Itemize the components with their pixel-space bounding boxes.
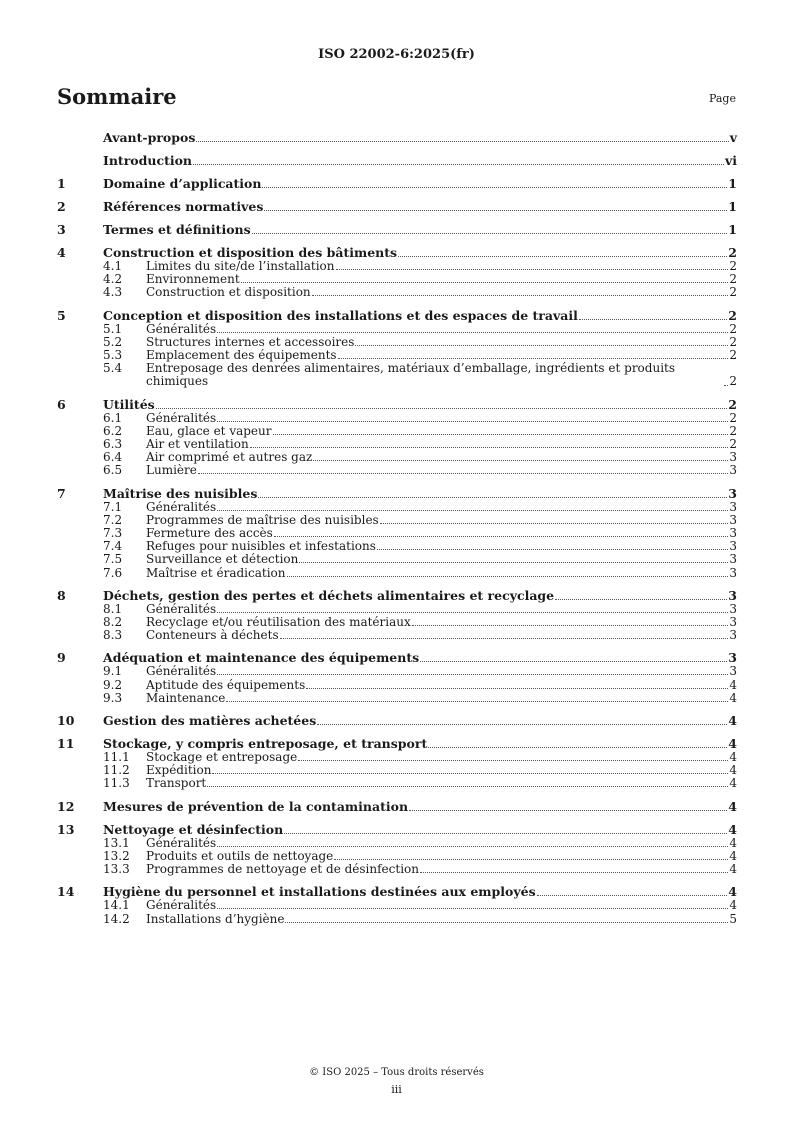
toc-entry-title: Références normatives: [103, 199, 264, 214]
toc-entry-page: 3: [729, 463, 737, 478]
toc-entry-page: 1: [728, 176, 737, 191]
toc-entry-number: 9.3: [103, 690, 123, 705]
toc-subentry[interactable]: [57, 629, 737, 642]
toc-entry[interactable]: [57, 245, 737, 260]
dot-leader: [724, 385, 728, 386]
toc-entry-number: 6.3: [103, 437, 123, 452]
toc-entry-page: 4: [728, 736, 737, 752]
toc-entry-number: 12: [57, 798, 75, 814]
toc-entry-title: Hygiène du personnel et installations destinées aux employés: [103, 884, 536, 900]
toc-entry-number: 14: [57, 884, 75, 900]
toc-entry-title: Gestion des matières achetées: [103, 713, 317, 729]
dot-leader: [250, 447, 729, 448]
toc-entry-title: Stockage, y compris entreposage, et transport: [103, 736, 428, 752]
dot-leader: [409, 810, 727, 811]
toc-entry-number: 11.3: [103, 776, 130, 791]
toc-entry-title: Fermeture des accès: [146, 526, 273, 541]
toc-entry-title: Avant-propos: [103, 130, 196, 145]
dot-leader: [217, 674, 728, 675]
dot-leader: [264, 210, 727, 211]
dot-leader: [198, 473, 729, 474]
dot-leader: [380, 523, 729, 524]
toc-entry-page: 3: [729, 552, 737, 567]
toc-entry-title: Air et ventilation: [146, 437, 249, 452]
toc-entry-number: 9.2: [103, 677, 123, 692]
dot-leader: [420, 872, 728, 873]
toc-section: [57, 245, 737, 300]
toc-entry-title: Refuges pour nuisibles et infestations: [146, 539, 376, 554]
toc-entry-number: 6.4: [103, 450, 123, 465]
document-id: ISO 22002-6:2025(fr): [318, 47, 475, 62]
toc-entry-title: Adéquation et maintenance des équipements: [103, 650, 420, 666]
dot-leader: [428, 747, 727, 748]
toc-entry-number: 1: [57, 176, 66, 191]
toc-entry-number: 13: [57, 821, 75, 837]
dot-leader: [412, 625, 729, 626]
toc-entry-title: Structures internes et accessoires: [146, 334, 355, 349]
dot-leader: [217, 612, 728, 613]
toc-entry-title: Déchets, gestion des pertes et déchets alimentaires et recyclage: [103, 587, 555, 603]
dot-leader: [317, 724, 727, 725]
toc-entry-page: 4: [729, 848, 737, 863]
toc-entry-title: Mesures de prévention de la contamination: [103, 798, 409, 814]
dot-leader: [334, 859, 728, 860]
toc-entry-page: 1: [728, 199, 737, 214]
toc-subentry[interactable]: [57, 692, 737, 705]
dot-leader: [336, 269, 729, 270]
toc-entry-number: 13.3: [103, 862, 130, 877]
toc-entry-number: 13.2: [103, 848, 130, 863]
toc-entry-title: Utilités: [103, 396, 155, 412]
toc-subentry[interactable]: [57, 412, 737, 425]
toc-entry-page: 2: [729, 259, 737, 273]
toc-entry-number: 7.3: [103, 526, 123, 541]
toc-entry-number: 13.1: [103, 835, 130, 850]
toc-subentry[interactable]: [57, 913, 737, 926]
toc-section: [57, 736, 737, 791]
dot-leader: [579, 319, 727, 320]
toc-entry-number: 7.5: [103, 552, 123, 567]
toc-entry[interactable]: [57, 736, 737, 751]
toc-entry-number: 6.2: [103, 423, 123, 438]
toc-subentry[interactable]: [57, 553, 737, 566]
toc-entry-page: 2: [729, 374, 737, 389]
toc-entry-title: Construction et disposition des bâtiments: [103, 245, 398, 260]
toc-entry-page: 1: [728, 222, 737, 237]
dot-leader: [252, 233, 728, 234]
toc-entry[interactable]: [57, 713, 737, 728]
toc-subentry[interactable]: [57, 899, 737, 912]
toc-entry-title: Air comprimé et autres gaz: [146, 450, 313, 465]
toc-entry-title: Maîtrise des nuisibles: [103, 485, 258, 501]
toc-section: [57, 884, 737, 925]
toc-entry-number: 7: [57, 485, 66, 501]
toc-entry-number: 4.2: [103, 272, 123, 287]
toc-entry-number: 8.2: [103, 615, 123, 630]
table-of-contents: [57, 130, 737, 934]
toc-entry-page: 3: [728, 485, 737, 501]
dot-leader: [287, 576, 729, 577]
toc-entry-title: Généralités: [146, 835, 217, 850]
toc-subentry[interactable]: [57, 863, 737, 876]
toc-subentry[interactable]: [57, 286, 737, 299]
toc-entry-page: 2: [729, 437, 737, 452]
toc-entry-page: 4: [729, 763, 737, 778]
toc-entry-title: Transport: [146, 776, 207, 791]
toc-entry-page: 2: [729, 410, 737, 425]
toc-entry-page: 3: [729, 539, 737, 554]
dot-leader: [355, 345, 728, 346]
dot-leader: [217, 846, 728, 847]
toc-entry[interactable]: [57, 130, 737, 145]
toc-entry-title: Construction et disposition: [146, 285, 311, 300]
toc-entry-number: 11.2: [103, 763, 130, 778]
dot-leader: [207, 786, 728, 787]
dot-leader: [537, 895, 728, 896]
dot-leader: [285, 922, 728, 923]
toc-subentry[interactable]: [57, 323, 737, 336]
page-number: iii: [391, 1083, 402, 1096]
toc-entry-page: 2: [729, 272, 737, 287]
toc-entry-page: 3: [729, 512, 737, 527]
toc-entry-page: 4: [728, 884, 737, 900]
toc-entry-page: v: [729, 130, 737, 145]
toc-entry[interactable]: [57, 397, 737, 412]
toc-section: [57, 799, 737, 814]
dot-leader: [298, 760, 728, 761]
toc-entry-page: 4: [729, 677, 737, 692]
dot-leader: [398, 256, 727, 257]
toc-section: [57, 176, 737, 191]
toc-entry-page: 2: [729, 423, 737, 438]
toc-entry[interactable]: [57, 153, 737, 168]
toc-section: [57, 130, 737, 145]
toc-subentry[interactable]: [57, 777, 737, 790]
toc-entry-number: 6: [57, 396, 66, 412]
dot-leader: [196, 141, 728, 142]
dot-leader: [313, 460, 728, 461]
toc-entry-number: 4.3: [103, 285, 123, 300]
toc-entry-page: 3: [728, 587, 737, 603]
toc-entry-number: 11.1: [103, 750, 130, 765]
dot-leader: [420, 661, 727, 662]
toc-entry-number: 5.4: [103, 361, 123, 376]
toc-section: [57, 153, 737, 168]
dot-leader: [284, 833, 727, 834]
toc-subentry[interactable]: [57, 501, 737, 514]
toc-entry-page: 4: [728, 713, 737, 729]
dot-leader: [299, 562, 728, 563]
dot-leader: [273, 434, 729, 435]
toc-entry-number: 10: [57, 713, 75, 729]
toc-entry-title: Généralités: [146, 499, 217, 514]
toc-entry-number: 7.2: [103, 512, 123, 527]
toc-entry-number: 4.1: [103, 259, 123, 273]
dot-leader: [555, 599, 727, 600]
toc-entry-page: vi: [724, 153, 737, 168]
toc-entry-title: Lumière: [146, 463, 197, 478]
dot-leader: [156, 408, 728, 409]
dot-leader: [312, 295, 729, 296]
toc-section: [57, 397, 737, 478]
toc-subentry[interactable]: [57, 464, 737, 477]
toc-entry-number: 7.6: [103, 565, 123, 580]
toc-entry-number: 14.2: [103, 911, 130, 926]
toc-entry-title: Introduction: [103, 153, 193, 168]
toc-entry-page: 3: [728, 650, 737, 666]
toc-entry[interactable]: [57, 308, 737, 323]
toc-entry-page: 4: [729, 835, 737, 850]
toc-entry-page: 3: [729, 499, 737, 514]
dot-leader: [217, 332, 728, 333]
dot-leader: [338, 358, 729, 359]
toc-entry[interactable]: [57, 799, 737, 814]
toc-entry-title: Surveillance et détection: [146, 552, 299, 567]
toc-entry-page: 4: [729, 750, 737, 765]
toc-entry-title: Limites du site/de l’installation: [146, 259, 335, 273]
toc-entry-title: Entreposage des denrées alimentaires, matériaux d’emballage, ingrédients et produits chimiques: [146, 361, 676, 389]
toc-entry-title: Programmes de maîtrise des nuisibles: [146, 512, 379, 527]
toc-section: [57, 822, 737, 877]
dot-leader: [377, 549, 728, 550]
toc-entry-number: 3: [57, 222, 66, 237]
toc-entry-page: 3: [729, 615, 737, 630]
toc-entry-page: 5: [729, 911, 737, 926]
dot-leader: [193, 164, 724, 165]
toc-entry-title: Conception et disposition des installations et des espaces de travail: [103, 307, 578, 323]
toc-entry-number: 11: [57, 736, 75, 752]
toc-entry[interactable]: [57, 822, 737, 837]
page-title: Sommaire: [57, 84, 177, 109]
toc-entry-page: 4: [728, 821, 737, 837]
toc-subentry[interactable]: [57, 665, 737, 678]
toc-entry-number: 9.1: [103, 664, 123, 679]
dot-leader: [262, 187, 727, 188]
dot-leader: [217, 908, 728, 909]
toc-section: [57, 713, 737, 728]
toc-entry-number: 6.5: [103, 463, 123, 478]
toc-entry-page: 4: [729, 690, 737, 705]
toc-section: [57, 650, 737, 705]
toc-entry-page: 3: [729, 450, 737, 465]
toc-entry-title: Domaine d’application: [103, 176, 262, 191]
toc-entry-title: Produits et outils de nettoyage: [146, 848, 334, 863]
dot-leader: [306, 688, 728, 689]
toc-entry-number: 7.1: [103, 499, 123, 514]
toc-entry-title: Généralités: [146, 664, 217, 679]
dot-leader: [241, 282, 729, 283]
toc-entry-title: Généralités: [146, 601, 217, 616]
toc-entry-title: Généralités: [146, 410, 217, 425]
toc-entry[interactable]: [57, 588, 737, 603]
toc-entry-number: 9: [57, 650, 66, 666]
toc-entry-number: 5.2: [103, 334, 123, 349]
toc-entry-number: 2: [57, 199, 66, 214]
toc-entry-title: Stockage et entreposage: [146, 750, 298, 765]
toc-entry-title: Programmes de nettoyage et de désinfection: [146, 862, 419, 877]
dot-leader: [217, 510, 728, 511]
toc-entry-title: Installations d’hygiène: [146, 911, 285, 926]
toc-entry-title: Emplacement des équipements: [146, 348, 337, 363]
toc-entry-page: 3: [729, 565, 737, 580]
toc-entry-page: 2: [728, 307, 737, 323]
toc-entry-title: Expédition: [146, 763, 212, 778]
toc-entry-number: 4: [57, 245, 66, 260]
toc-section: [57, 486, 737, 580]
toc-entry-number: 7.4: [103, 539, 123, 554]
toc-entry-title: Généralités: [146, 898, 217, 913]
page-column-label: Page: [708, 92, 736, 105]
toc-entry-page: 3: [729, 601, 737, 616]
toc-entry-page: 2: [729, 285, 737, 300]
toc-entry-page: 2: [728, 245, 737, 260]
toc-entry-title: Maintenance: [146, 690, 226, 705]
toc-entry-number: 8: [57, 587, 66, 603]
toc-entry-title: Généralités: [146, 321, 217, 336]
dot-leader: [226, 701, 728, 702]
toc-entry[interactable]: [57, 199, 737, 214]
toc-entry-page: 3: [729, 664, 737, 679]
dot-leader: [258, 497, 727, 498]
toc-entry-title: Conteneurs à déchets: [146, 628, 279, 643]
toc-entry-page: 4: [729, 898, 737, 913]
toc-entry-title: Aptitude des équipements: [146, 677, 306, 692]
toc-entry-page: 2: [729, 334, 737, 349]
toc-entry[interactable]: [57, 884, 737, 899]
toc-entry-title: Termes et définitions: [103, 222, 251, 237]
toc-entry-page: 4: [729, 862, 737, 877]
toc-entry-page: 2: [728, 396, 737, 412]
toc-entry-page: 3: [729, 526, 737, 541]
toc-entry[interactable]: [57, 176, 737, 191]
toc-entry[interactable]: [57, 486, 737, 501]
dot-leader: [274, 536, 729, 537]
toc-entry-number: 5.1: [103, 321, 123, 336]
toc-entry-title: Environnement: [146, 272, 240, 287]
toc-entry-page: 3: [729, 628, 737, 643]
toc-entry-title: Recyclage et/ou réutilisation des matériaux: [146, 615, 411, 630]
toc-entry-number: 14.1: [103, 898, 130, 913]
toc-section: [57, 199, 737, 214]
dot-leader: [217, 421, 728, 422]
toc-entry[interactable]: [57, 222, 737, 237]
toc-section: [57, 308, 737, 389]
toc-section: [57, 588, 737, 643]
toc-entry-page: 2: [729, 321, 737, 336]
toc-entry-number: 6.1: [103, 410, 123, 425]
toc-entry-number: 8.1: [103, 601, 123, 616]
toc-entry[interactable]: [57, 650, 737, 665]
copyright-footer: © ISO 2025 – Tous droits réservés: [309, 1067, 484, 1078]
toc-entry-title: Eau, glace et vapeur: [146, 423, 272, 438]
toc-entry-title: Maîtrise et éradication: [146, 565, 286, 580]
toc-subentry[interactable]: [57, 679, 737, 692]
toc-entry-page: 4: [728, 798, 737, 814]
toc-entry-page: 4: [729, 776, 737, 791]
toc-entry-page: 2: [729, 348, 737, 363]
toc-entry-number: 8.3: [103, 628, 123, 643]
toc-entry-number: 5.3: [103, 348, 123, 363]
toc-entry-title: Nettoyage et désinfection: [103, 821, 284, 837]
toc-subentry[interactable]: [57, 362, 737, 388]
toc-subentry[interactable]: [57, 837, 737, 850]
toc-section: [57, 222, 737, 237]
dot-leader: [280, 638, 729, 639]
toc-entry-number: 5: [57, 307, 66, 323]
toc-subentry[interactable]: [57, 567, 737, 580]
dot-leader: [212, 773, 728, 774]
